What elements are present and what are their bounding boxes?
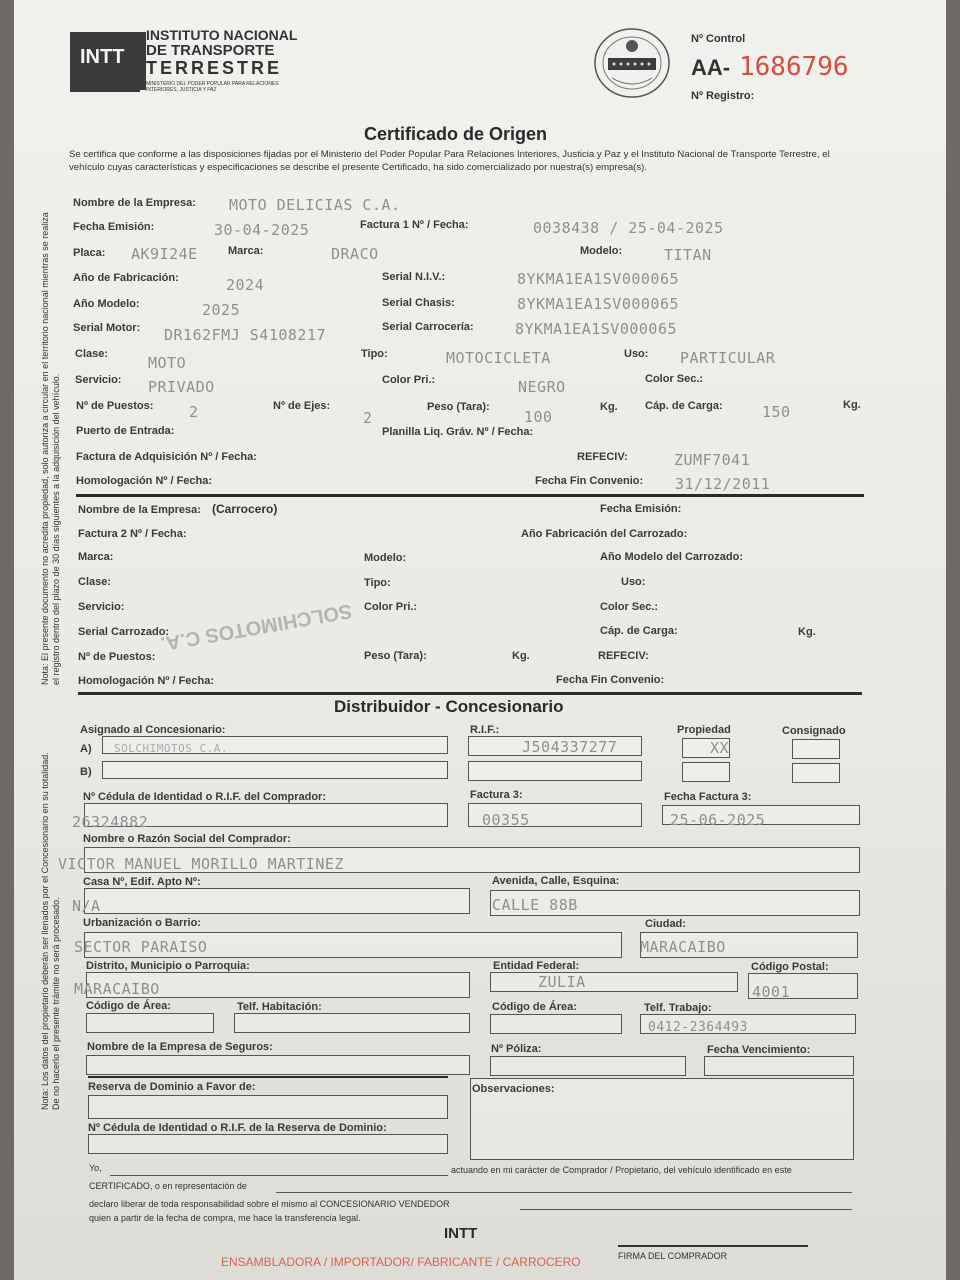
factura3-label: Factura 3: [470,789,523,801]
cedula-reserva-field[interactable] [88,1134,448,1154]
national-seal-icon [592,26,672,100]
fecha-emision-value: 30-04-2025 [214,221,310,239]
carrocero-refeciv-label: REFECIV: [598,650,649,662]
control-prefix: AA- [691,55,731,80]
seguros-field[interactable] [86,1055,470,1075]
tipo-value: MOTOCICLETA [446,349,551,367]
carrocero-fecha-fin-label: Fecha Fin Convenio: [556,674,665,686]
ciudad-value: MARACAIBO [640,938,726,956]
section-divider-1 [76,494,864,497]
serial-motor-value: DR162FMJ S4108217 [164,326,327,344]
color-pri-value: NEGRO [518,378,566,396]
control-label: Nº Control [691,33,746,45]
carrocero-tipo-label: Tipo: [364,577,391,589]
declaration-line1: actuando en mi carácter de Comprador / Propietario, del vehículo identificado en este [451,1165,792,1175]
carrocero-servicio-label: Servicio: [78,601,125,613]
reserva-rule [88,1076,448,1078]
modelo-label: Modelo: [580,245,623,257]
entidad-label: Entidad Federal: [493,960,580,972]
logo-underline [70,88,140,92]
color-pri-label: Color Pri.: [382,374,436,386]
factura-adq-label: Factura de Adquisición Nº / Fecha: [76,451,257,463]
asignado-label: Asignado al Concesionario: [80,724,226,736]
carrocero-modelo-label: Modelo: [364,552,407,564]
placa-label: Placa: [73,247,106,259]
uso-value: PARTICULAR [680,349,776,367]
section-divider-2 [78,692,862,695]
puerto-label: Puerto de Entrada: [76,425,175,437]
concesionario-b-field[interactable] [102,761,448,779]
serial-carroceria-label: Serial Carrocería: [382,321,474,333]
factura1-label: Factura 1 Nº / Fecha: [360,219,469,231]
color-sec-label: Color Sec.: [645,373,704,385]
side-note-lower: Nota: Los datos del propietario deberán ser llenados por el Concesionario en su totalidad. De no hacerlo el presente trámite no será procesado. [40,752,61,1110]
concesionario-a-value: SOLCHIMOTOS C.A. [114,742,228,755]
reserva-label: Reserva de Dominio a Favor de: [88,1081,256,1093]
fecha-fin-value: 31/12/2011 [675,475,771,493]
carrocero-fecha-emision-label: Fecha Emisión: [600,503,682,515]
area2-label: Código de Área: [492,1001,577,1013]
registro-label: Nº Registro: [691,90,755,102]
footer-intt: INTT [444,1225,478,1242]
planilla-label: Planilla Liq. Gráv. Nº / Fecha: [382,426,534,438]
declaration-line2: CERTIFICADO, o en representación de [89,1181,247,1191]
entidad-field[interactable] [490,972,738,992]
certificate-intro: Se certifica que conforme a las disposiciones fijadas por el Ministerio del Poder Popular Para Relaciones Interiores, Justicia y Paz y el Instituto Nacional de Transporte Terrestre, el vehículo cuyas características y especificaciones se describe el presente Certificado, ha sido comercializado por nuestra(s) empresa(s). [69,149,830,173]
tipo-label: Tipo: [361,348,388,360]
side-note-upper: Nota: El presente documento no acredita propiedad, solo autoriza a circular en el territorio nacional mientras se realiza el registro dentro del plazo de 30 días siguientes a la adquisición del vehículo. [40,212,61,685]
telf-hab-label: Telf. Habitación: [237,1001,322,1013]
seguros-label: Nombre de la Empresa de Seguros: [87,1041,273,1053]
homologacion-label: Homologación Nº / Fecha: [76,475,213,487]
distribuidor-title: Distribuidor - Concesionario [334,697,564,716]
ejes-label: Nº de Ejes: [273,400,331,412]
declaration-name-line [110,1175,448,1176]
telf-trab-label: Telf. Trabajo: [644,1002,712,1014]
puestos-value: 2 [189,403,199,421]
marca-value: DRACO [331,245,379,263]
carrocero-kg-b: Kg. [512,650,530,662]
vencimiento-label: Fecha Vencimiento: [707,1044,811,1056]
anio-modelo-label: Año Modelo: [73,298,140,310]
rif-b-field[interactable] [468,761,642,781]
footer-roles: ENSAMBLADORA / IMPORTADOR/ FABRICANTE / CARROCERO [221,1255,581,1269]
modelo-value: TITAN [664,246,712,264]
servicio-label: Servicio: [75,374,122,386]
kg-label-1: Kg. [600,401,618,413]
entidad-value: ZULIA [538,973,586,991]
factura3-value: 00355 [482,811,530,829]
ejes-value: 2 [363,409,373,427]
carrocero-marca-label: Marca: [78,551,114,563]
consignado-a-checkbox[interactable] [792,739,840,759]
org-name-3: TERRESTRE [146,58,283,78]
carrocero-empresa-label: Nombre de la Empresa: [78,504,201,516]
razon-social-value: VICTOR MANUEL MORILLO MARTINEZ [58,855,344,873]
postal-label: Código Postal: [751,961,829,973]
anio-fab-value: 2024 [226,276,265,294]
telf-hab-field[interactable] [234,1013,470,1033]
serial-carroceria-value: 8YKMA1EA1SV000065 [515,320,678,338]
area2-field[interactable] [490,1014,622,1034]
propiedad-mark: XX [710,739,730,757]
servicio-value: PRIVADO [148,378,215,396]
serial-carrozado-label: Serial Carrozado: [78,626,170,638]
cedula-comprador-label: Nº Cédula de Identidad o R.I.F. del Comprador: [83,791,326,803]
fecha-emision-label: Fecha Emisión: [73,221,155,233]
carrocero-color-pri-label: Color Pri.: [364,601,418,613]
refeciv-value: ZUMF7041 [674,451,751,469]
consignado-b-checkbox[interactable] [792,763,840,783]
carrocero-homologacion-label: Homologación Nº / Fecha: [78,675,215,687]
anio-modelo-value: 2025 [202,301,241,319]
observaciones-label: Observaciones: [472,1083,555,1095]
carrocero-puestos-label: Nº de Puestos: [78,651,156,663]
carrocero-kg-a: Kg. [798,626,816,638]
serial-motor-label: Serial Motor: [73,322,141,334]
peso-label: Peso (Tara): [427,401,490,413]
cedula-comprador-value: 26324882 [72,813,149,831]
footer-firma: FIRMA DEL COMPRADOR [618,1251,728,1261]
certificate-title: Certificado de Origen [364,124,548,144]
consignado-label: Consignado [782,725,846,737]
placa-value: AK9I24E [131,245,198,263]
declaration-rep-line [276,1192,852,1193]
peso-value: 100 [524,408,553,426]
kg-label-2: Kg. [843,399,861,411]
serial-chasis-label: Serial Chasis: [382,297,455,309]
carrocero-uso-label: Uso: [621,576,646,588]
carga-label: Cáp. de Carga: [645,400,723,412]
declaration-line3: declaro liberar de toda responsabilidad sobre el mismo al CONCESIONARIO VENDEDOR [89,1199,450,1209]
poliza-field[interactable] [490,1056,686,1076]
rif-label: R.I.F.: [470,724,500,736]
declaration-line4: quien a partir de la fecha de compra, me hace la transferencia legal. [89,1213,361,1223]
carrocero-carga-label: Cáp. de Carga: [600,625,678,637]
ciudad-label: Ciudad: [645,918,686,930]
carrocero-peso-label: Peso (Tara): [364,650,427,662]
control-number: 1686796 [739,52,849,82]
row-a-label: A) [80,743,92,755]
urbanizacion-value: SECTOR PARAISO [74,938,208,956]
anio-modelo-carrozado-label: Año Modelo del Carrozado: [600,551,743,563]
empresa-label: Nombre de la Empresa: [73,197,196,209]
cedula-reserva-label: Nº Cédula de Identidad o R.I.F. de la Reserva de Dominio: [88,1122,387,1134]
distrito-value: MARACAIBO [74,980,160,998]
org-name-1: INSTITUTO NACIONAL [146,27,298,43]
empresa-value: MOTO DELICIAS C.A. [229,196,401,214]
factura2-label: Factura 2 Nº / Fecha: [78,528,187,540]
reserva-field[interactable] [88,1095,448,1119]
factura1-value: 0038438 / 25-04-2025 [533,219,724,237]
logo-text: INTT [80,46,125,68]
certificate-paper [14,0,946,1280]
fecha-factura3-value: 25-06-2025 [670,811,766,829]
rif-a-value: J504337277 [522,738,618,756]
propiedad-label: Propiedad [677,724,731,736]
casa-value: N/A [72,897,101,915]
serial-niv-label: Serial N.I.V.: [382,271,446,283]
area1-field[interactable] [86,1013,214,1033]
org-name-2: DE TRANSPORTE [146,42,275,59]
row-b-label: B) [80,766,92,778]
telf-trab-value: 0412-2364493 [648,1020,748,1035]
area1-label: Código de Área: [86,1000,171,1012]
declaration-yo: Yo, [89,1163,102,1173]
fecha-factura3-label: Fecha Factura 3: [664,791,752,803]
puestos-label: Nº de Puestos: [76,400,154,412]
distrito-label: Distrito, Municipio o Parroquia: [86,960,250,972]
fecha-fin-label: Fecha Fin Convenio: [535,475,644,487]
casa-label: Casa Nº, Edif. Apto Nº: [83,876,201,888]
casa-field[interactable] [84,888,470,914]
anio-fab-label: Año de Fabricación: [73,272,179,284]
carga-value: 150 [762,403,791,421]
razon-social-label: Nombre o Razón Social del Comprador: [83,833,291,845]
avenida-label: Avenida, Calle, Esquina: [492,875,620,887]
propiedad-b-checkbox[interactable] [682,762,730,782]
signature-line [618,1245,808,1247]
uso-label: Uso: [624,348,649,360]
vencimiento-field[interactable] [704,1056,854,1076]
carrocero-suffix: (Carrocero) [212,502,278,516]
clase-value: MOTO [148,354,187,372]
clase-label: Clase: [75,348,109,360]
avenida-value: CALLE 88B [492,896,578,914]
intt-logo [70,32,146,90]
urbanizacion-label: Urbanización o Barrio: [83,917,201,929]
carrocero-clase-label: Clase: [78,576,112,588]
ministry-text: MINISTERIO DEL PODER POPULAR PARA RELACIONES INTERIORES, JUSTICIA Y PAZ [146,81,279,93]
anio-fab-carrozado-label: Año Fabricación del Carrozado: [521,528,688,540]
serial-chasis-value: 8YKMA1EA1SV000065 [517,295,680,313]
marca-label: Marca: [228,245,264,257]
mirrored-stamp: SOLCHIMOTOS C.A. [158,599,354,655]
carrocero-color-sec-label: Color Sec.: [600,601,659,613]
poliza-label: Nº Póliza: [491,1043,542,1055]
declaration-dealer-line [520,1209,852,1210]
postal-value: 4001 [752,983,791,1001]
refeciv-label: REFECIV: [577,451,628,463]
serial-niv-value: 8YKMA1EA1SV000065 [517,270,680,288]
